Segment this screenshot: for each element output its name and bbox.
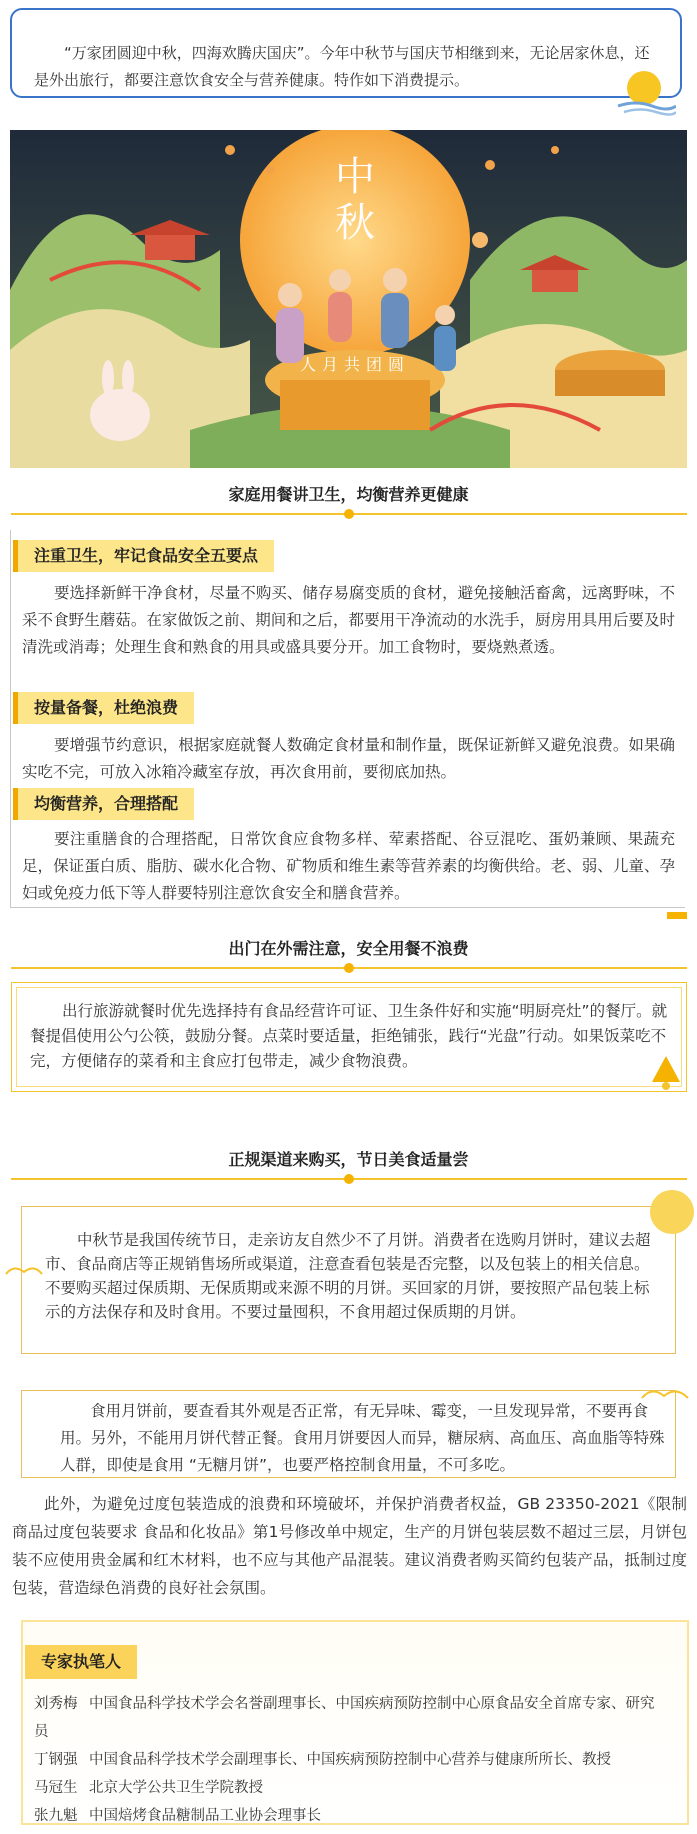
section3-para3: 此外，为避免过度包装造成的浪费和环境破坏，并保护消费者权益，GB 23350-2021《限制商品过度包装要求 食品和化妆品》第1号修改单中规定，生产的月饼包装层数不超过三层，月饼包装不应使用贵金属和红木材料，也不应与其他产品混装。建议消费者购买简约包装产品，抵制过度包装，营造绿色消费的良好社会氛围。: [12, 1495, 687, 1597]
section3-para2: 食用月饼前，要查看其外观是否正常，有无异味、霉变，一旦发现异常，不要再食用。另外，不能用月饼代替正餐。食用月饼要因人而异，糖尿病、高血压、高血脂等特殊人群，即使是食用 “无糖月饼”，也要严格控制食用量，不可多吃。: [60, 1402, 665, 1474]
section2-box: [11, 982, 687, 1092]
section2-title: 出门在外需注意，安全用餐不浪费: [228, 939, 469, 958]
experts-list: [34, 1690, 674, 1830]
expert-row: [34, 1802, 674, 1830]
expert-title: 中国食品科学技术学会副理事长、中国疾病预防控制中心营养与健康所所长、教授: [89, 1752, 611, 1768]
intro-box: [10, 8, 682, 98]
section3-title: 正规渠道来购买，节日美食适量尝: [228, 1150, 469, 1169]
hero-illustration: [10, 130, 687, 468]
tip3-label: 均衡营养，合理搭配: [18, 788, 194, 820]
tip1-label: 注重卫生，牢记食品安全五要点: [18, 540, 274, 572]
expert-title: 中国焙烤食品糖制品工业协会理事长: [89, 1808, 321, 1824]
expert-name: 张九魁: [34, 1808, 78, 1824]
tip2-text: 要增强节约意识，根据家庭就餐人数确定食材量和制作量，既保证新鲜又避免浪费。如果确实吃不完，可放入冰箱冷藏室存放，再次食用前，要彻底加热。: [22, 736, 675, 781]
hero-char-2: 秋: [335, 200, 375, 246]
expert-title: 中国食品科学技术学会名誉副理事长、中国疾病预防控制中心原食品安全首席专家、研究: [89, 1696, 655, 1712]
expert-row: [34, 1746, 674, 1774]
cloud-left-icon: [4, 1262, 44, 1282]
section1-title: 家庭用餐讲卫生，均衡营养更健康: [228, 485, 469, 504]
bell-ornament-icon: [648, 1052, 684, 1092]
tip1-text: 要选择新鲜干净食材，尽量不购买、储存易腐变质的食材，避免接触活畜禽，远离野味，不采不食野生蘑菇。在家做饭之前、期间和之后，都要用干净流动的水洗手，厨房用具用后要及时清洗或消毒；处理生食和熟食的用具或盛具要分开。加工食物时，要烧熟煮透。: [22, 584, 675, 656]
expert-name: 刘秀梅: [34, 1696, 78, 1712]
hero-banner: 人月共团圆: [299, 355, 411, 374]
tip2-label: 按量备餐，杜绝浪费: [18, 692, 194, 724]
intro-text: “万家团圆迎中秋，四海欢腾庆国庆”。今年中秋节与国庆节相继到来，无论居家休息，还是外出旅行，都要注意饮食安全与营养健康。特作如下消费提示。: [34, 44, 650, 89]
tip3-text: 要注重膳食的合理搭配，日常饮食应食物多样、荤素搭配、谷豆混吃、蛋奶兼顾、果蔬充足，保证蛋白质、脂肪、碳水化合物、矿物质和维生素等营养素的均衡供给。老、弱、儿童、孕妇或免疫力低下等人群要特别注意饮食安全和膳食营养。: [22, 830, 675, 902]
expert-row-continuation: [34, 1718, 674, 1746]
expert-name: 丁钢强: [34, 1752, 78, 1768]
experts-label: 专家执笔人: [25, 1645, 137, 1679]
hero-char-1: 中: [335, 154, 375, 200]
moon-ornament-icon: [616, 68, 676, 118]
section1-dot: [344, 509, 354, 519]
section2-text: 出行旅游就餐时优先选择持有食品经营许可证、卫生条件好和实施“明厨亮灶”的餐厅。就餐提倡使用公勺公筷，鼓励分餐。点菜时要适量，拒绝铺张，践行“光盘”行动。如果饭菜吃不完，方便储存的菜肴和主食应打包带走，减少食物浪费。: [30, 1002, 668, 1070]
expert-row: [34, 1690, 674, 1718]
expert-title-continuation: 员: [34, 1724, 49, 1740]
expert-name: 马冠生: [34, 1780, 78, 1796]
section1-corner-mark: [667, 912, 687, 919]
section3-dot: [344, 1174, 354, 1184]
section2-dot: [344, 963, 354, 973]
section3-para1: 中秋节是我国传统节日，走亲访友自然少不了月饼。消费者在选购月饼时，建议去超市、食品商店等正规销售场所或渠道，注意查看包装是否完整，以及包装上的相关信息。不要购买超过保质期、无保质期或来源不明的月饼。买回家的月饼，要按照产品包装上标示的方法保存和及时食用。不要过量囤积，不食用超过保质期的月饼。: [45, 1231, 651, 1321]
expert-title: 北京大学公共卫生学院教授: [89, 1780, 263, 1796]
expert-row: [34, 1774, 674, 1802]
